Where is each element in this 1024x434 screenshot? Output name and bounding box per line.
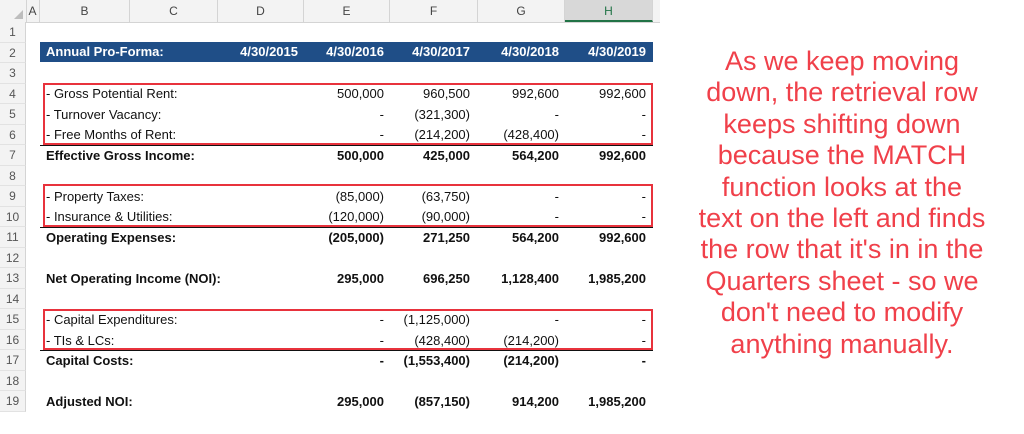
column-header-bar: [0, 0, 660, 23]
annotation-line: the row that it's in in the: [700, 234, 984, 265]
cell-g: -: [554, 106, 559, 122]
cell-e: (205,000): [328, 229, 384, 245]
cell-e: (120,000): [328, 209, 384, 224]
row-label: Adjusted NOI:: [46, 393, 133, 409]
cell-h: -: [641, 106, 646, 122]
cell-f: 696,250: [423, 271, 470, 286]
cell-g: -: [554, 312, 559, 327]
highlight-box-capital: [43, 309, 653, 350]
highlight-box-revenue: [43, 83, 653, 145]
annotation-line: don't need to modify: [720, 297, 964, 328]
annotation-line: Quarters sheet - so we: [705, 265, 979, 296]
cell-f: (214,200): [414, 127, 470, 142]
row-label: Capital Costs:: [46, 352, 134, 368]
cell-e: -: [379, 106, 384, 122]
cell-f: 960,500: [423, 86, 470, 101]
date-header-f: 4/30/2017: [412, 44, 470, 59]
row-label: - Capital Expenditures:: [46, 312, 178, 327]
row-header-14[interactable]: 14: [0, 289, 26, 310]
cell-g: 914,200: [512, 393, 559, 409]
annotation-line: down, the retrieval row: [706, 77, 978, 108]
row-header-10[interactable]: 10: [0, 207, 26, 228]
cell-h: 1,985,200: [588, 271, 646, 286]
pro-forma-title: Annual Pro-Forma:: [46, 44, 164, 59]
table-row-operating-expenses[interactable]: [40, 228, 653, 249]
cell-e: 500,000: [337, 147, 384, 163]
row-header-12[interactable]: 12: [0, 248, 26, 269]
row-header-5[interactable]: 5: [0, 104, 26, 125]
cell-g: 992,600: [512, 86, 559, 101]
table-row-adjusted-noi[interactable]: [40, 392, 653, 413]
row-header-4[interactable]: 4: [0, 84, 26, 105]
cell-g: (214,200): [503, 332, 559, 348]
cell-f: 271,250: [423, 229, 470, 245]
table-row-net-operating-income[interactable]: [40, 269, 653, 290]
annotation-line: text on the left and finds: [698, 203, 986, 234]
cell-e: -: [379, 312, 384, 327]
cell-f: (63,750): [421, 188, 470, 204]
row-label: Operating Expenses:: [46, 229, 177, 245]
cell-g: (428,400): [503, 127, 559, 142]
cell-f: (428,400): [414, 332, 470, 348]
table-row-effective-gross-income[interactable]: [40, 146, 653, 167]
cell-e: (85,000): [335, 188, 384, 204]
annotation-line: because the MATCH: [717, 140, 967, 171]
cell-f: (90,000): [421, 209, 470, 224]
table-row-capital-costs[interactable]: [40, 351, 653, 372]
cell-f: (857,150): [414, 393, 470, 409]
row-header-16[interactable]: 16: [0, 330, 26, 351]
row-header-3[interactable]: 3: [0, 63, 26, 84]
cell-h: 992,600: [599, 86, 646, 101]
row-header-6[interactable]: 6: [0, 125, 26, 146]
pro-forma-header-row[interactable]: [40, 42, 653, 62]
annotation-line: As we keep moving: [724, 46, 960, 76]
select-all-corner[interactable]: [0, 0, 27, 22]
row-header-8[interactable]: 8: [0, 166, 26, 187]
cell-e: -: [379, 127, 384, 142]
column-header-e[interactable]: E: [304, 0, 390, 22]
row-label: - Insurance & Utilities:: [46, 209, 173, 224]
row-label: - Gross Potential Rent:: [46, 86, 178, 101]
cell-f: (321,300): [414, 106, 470, 122]
select-all-triangle-icon: [14, 10, 23, 19]
row-header-15[interactable]: 15: [0, 309, 26, 330]
cell-h: -: [641, 209, 646, 224]
cell-h: 992,600: [599, 229, 646, 245]
cell-e: 295,000: [337, 393, 384, 409]
column-header-f[interactable]: F: [390, 0, 478, 22]
highlight-box-expenses: [43, 184, 653, 227]
column-header-b[interactable]: B: [40, 0, 130, 22]
column-header-c[interactable]: C: [130, 0, 218, 22]
row-label: - TIs & LCs:: [46, 332, 115, 348]
cell-g: -: [554, 209, 559, 224]
row-label: - Free Months of Rent:: [46, 127, 177, 142]
cell-e: 500,000: [337, 86, 384, 101]
row-header-19[interactable]: 19: [0, 391, 26, 412]
date-header-h: 4/30/2019: [588, 44, 646, 59]
cell-f: (1,125,000): [403, 312, 470, 327]
cell-e: 295,000: [337, 271, 384, 286]
row-label: - Property Taxes:: [46, 188, 145, 204]
cell-h: -: [641, 127, 646, 142]
column-header-g[interactable]: G: [478, 0, 565, 22]
row-header-2[interactable]: 2: [0, 43, 26, 64]
row-header-1[interactable]: 1: [0, 22, 26, 43]
row-header-13[interactable]: 13: [0, 268, 26, 289]
cell-h: -: [641, 188, 646, 204]
cell-g: 564,200: [512, 229, 559, 245]
annotation-text: [664, 46, 1020, 360]
cell-g: 1,128,400: [501, 271, 559, 286]
row-header-7[interactable]: 7: [0, 145, 26, 166]
cell-h: -: [641, 312, 646, 327]
cell-h: 1,985,200: [588, 393, 646, 409]
date-header-e: 4/30/2016: [326, 44, 384, 59]
column-header-h[interactable]: H: [565, 0, 653, 22]
date-header-g: 4/30/2018: [501, 44, 559, 59]
row-header-9[interactable]: 9: [0, 186, 26, 207]
cell-h: -: [641, 332, 646, 348]
annotation-line: keeps shifting down: [723, 108, 961, 139]
annotation-line: function looks at the: [721, 171, 963, 202]
cell-e: -: [379, 352, 384, 368]
cell-h: 992,600: [599, 147, 646, 163]
row-header-11[interactable]: 11: [0, 227, 26, 248]
cell-f: 425,000: [423, 147, 470, 163]
cell-g: -: [554, 188, 559, 204]
cell-e: -: [379, 332, 384, 348]
column-header-a[interactable]: A: [26, 0, 40, 22]
row-header-18[interactable]: 18: [0, 371, 26, 392]
column-header-d[interactable]: D: [218, 0, 304, 22]
cell-g: 564,200: [512, 147, 559, 163]
row-header-17[interactable]: 17: [0, 350, 26, 371]
row-label: - Turnover Vacancy:: [46, 106, 162, 122]
cell-g: (214,200): [503, 352, 559, 368]
cell-f: (1,553,400): [403, 352, 470, 368]
date-header-d: 4/30/2015: [240, 44, 298, 59]
cell-h: -: [641, 352, 646, 368]
annotation-line: anything manually.: [730, 328, 954, 359]
row-label: Effective Gross Income:: [46, 147, 195, 163]
row-label: Net Operating Income (NOI):: [46, 271, 221, 286]
